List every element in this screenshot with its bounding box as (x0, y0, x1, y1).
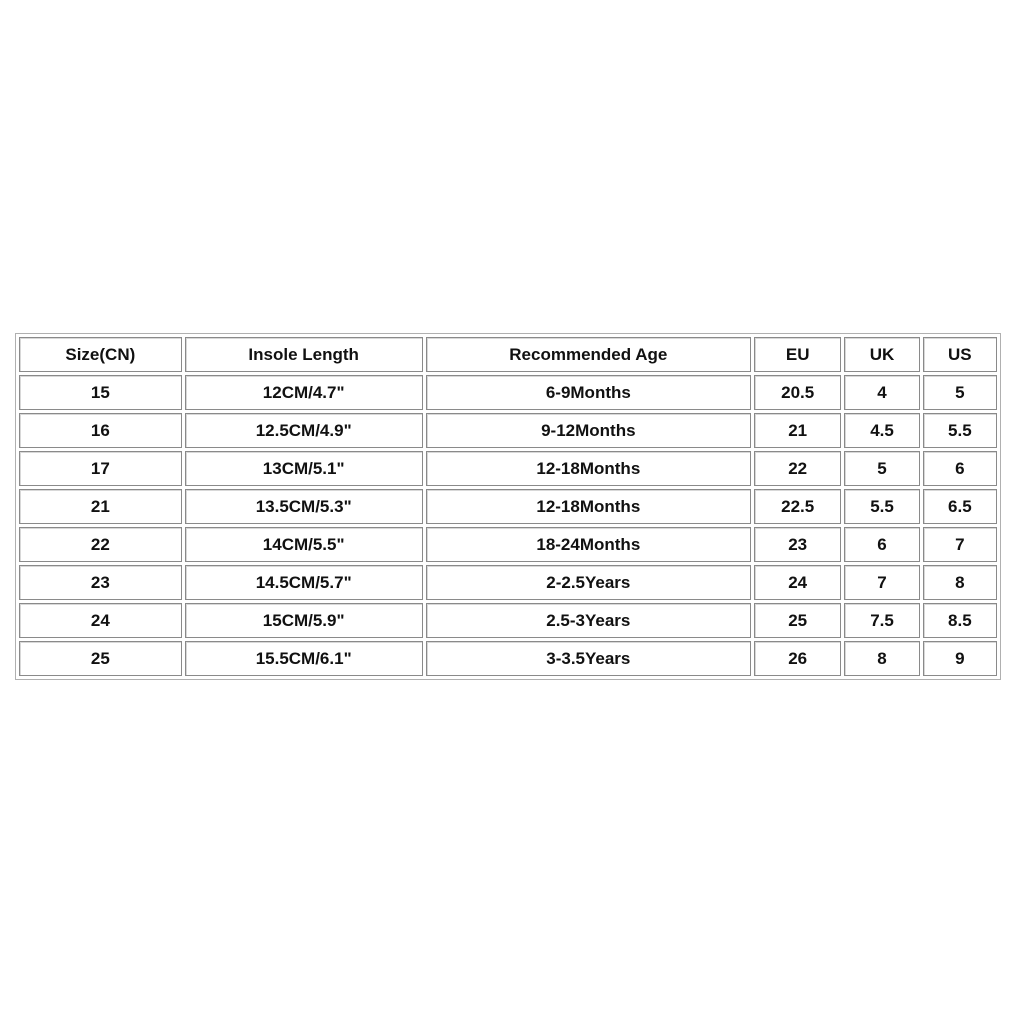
cell-uk: 6 (844, 527, 919, 562)
header-uk: UK (844, 337, 919, 372)
cell-recommended-age: 12-18Months (426, 451, 751, 486)
table-row (19, 413, 997, 448)
header-recommended-age: Recommended Age (426, 337, 751, 372)
cell-uk: 8 (844, 641, 919, 676)
cell-size-cn: 17 (19, 451, 182, 486)
table-row (19, 527, 997, 562)
cell-insole-length: 13CM/5.1" (185, 451, 423, 486)
cell-us: 5.5 (923, 413, 997, 448)
cell-uk: 7 (844, 565, 919, 600)
cell-us: 8 (923, 565, 997, 600)
cell-us: 7 (923, 527, 997, 562)
cell-us: 8.5 (923, 603, 997, 638)
cell-uk: 4.5 (844, 413, 919, 448)
cell-insole-length: 12.5CM/4.9" (185, 413, 423, 448)
cell-eu: 22 (754, 451, 841, 486)
size-chart-header (19, 337, 997, 372)
header-eu: EU (754, 337, 841, 372)
cell-us: 6 (923, 451, 997, 486)
cell-size-cn: 23 (19, 565, 182, 600)
size-chart-body (19, 375, 997, 676)
cell-eu: 23 (754, 527, 841, 562)
cell-insole-length: 14CM/5.5" (185, 527, 423, 562)
cell-recommended-age: 9-12Months (426, 413, 751, 448)
cell-size-cn: 21 (19, 489, 182, 524)
cell-size-cn: 15 (19, 375, 182, 410)
cell-eu: 24 (754, 565, 841, 600)
cell-recommended-age: 12-18Months (426, 489, 751, 524)
table-row (19, 603, 997, 638)
cell-us: 9 (923, 641, 997, 676)
cell-insole-length: 14.5CM/5.7" (185, 565, 423, 600)
cell-uk: 5.5 (844, 489, 919, 524)
cell-uk: 5 (844, 451, 919, 486)
cell-recommended-age: 2.5-3Years (426, 603, 751, 638)
cell-uk: 7.5 (844, 603, 919, 638)
cell-us: 5 (923, 375, 997, 410)
table-row (19, 375, 997, 410)
cell-recommended-age: 3-3.5Years (426, 641, 751, 676)
table-row (19, 565, 997, 600)
cell-insole-length: 15.5CM/6.1" (185, 641, 423, 676)
cell-uk: 4 (844, 375, 919, 410)
cell-eu: 25 (754, 603, 841, 638)
cell-insole-length: 15CM/5.9" (185, 603, 423, 638)
cell-insole-length: 13.5CM/5.3" (185, 489, 423, 524)
table-row (19, 641, 997, 676)
header-row (19, 337, 997, 372)
cell-recommended-age: 2-2.5Years (426, 565, 751, 600)
cell-eu: 21 (754, 413, 841, 448)
cell-recommended-age: 6-9Months (426, 375, 751, 410)
cell-recommended-age: 18-24Months (426, 527, 751, 562)
cell-us: 6.5 (923, 489, 997, 524)
table-row (19, 489, 997, 524)
header-us: US (923, 337, 997, 372)
header-size-cn: Size(CN) (19, 337, 182, 372)
cell-eu: 26 (754, 641, 841, 676)
table-row (19, 451, 997, 486)
cell-eu: 20.5 (754, 375, 841, 410)
cell-size-cn: 24 (19, 603, 182, 638)
header-insole-length: Insole Length (185, 337, 423, 372)
cell-size-cn: 25 (19, 641, 182, 676)
cell-size-cn: 16 (19, 413, 182, 448)
cell-eu: 22.5 (754, 489, 841, 524)
size-chart-table (15, 333, 1001, 680)
cell-insole-length: 12CM/4.7" (185, 375, 423, 410)
cell-size-cn: 22 (19, 527, 182, 562)
